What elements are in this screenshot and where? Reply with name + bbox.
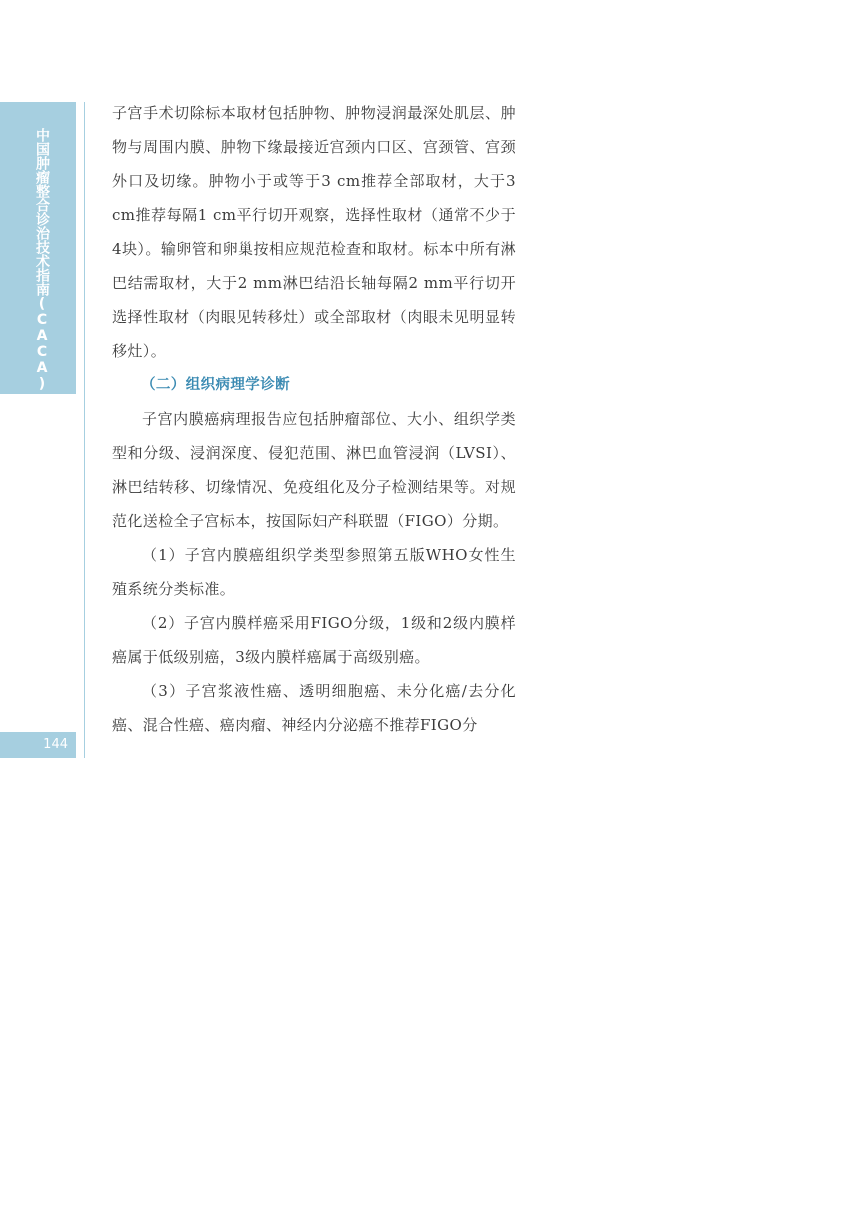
section-heading: （二）组织病理学诊断: [141, 377, 290, 393]
margin-divider-line: [84, 102, 85, 758]
list-item-1: （1）子宫内膜癌组织学类型参照第五版WHO女性生殖系统分类标准。: [112, 546, 516, 598]
paragraph-pathology-report: 子宫内膜癌病理报告应包括肿瘤部位、大小、组织学类型和分级、浸润深度、侵犯范围、淋巴血管浸润（LVSI）、淋巴结转移、切缘情况、免疫组化及分子检测结果等。对规范化送检全子宫标本，按国际妇产科联盟（FIGO）分期。: [112, 410, 516, 530]
sidebar-book-title: 中国肿瘤整合诊治技术指南(CACA): [34, 128, 50, 392]
paragraph-specimen-sampling: 子宫手术切除标本取材包括肿物、肿物浸润最深处肌层、肿物与周围内膜、肿物下缘最接近宫颈内口区、宫颈管、宫颈外口及切缘。肿物小于或等于3 cm推荐全部取材，大于3 cm推荐每隔1 cm平行切开观察，选择性取材（通常不少于4块）。输卵管和卵巢按相应规范检查和取材。标本中所有淋巴结需取材，大于2 mm淋巴结沿长轴每隔2 mm平行切开选择性取材（肉眼见转移灶）或全部取材（肉眼未见明显转移灶）。: [112, 104, 516, 360]
list-item-2: （2）子宫内膜样癌采用FIGO分级，1级和2级内膜样癌属于低级别癌，3级内膜样癌属于高级别癌。: [112, 614, 516, 666]
page-body: [112, 96, 516, 742]
list-item-3: （3）子宫浆液性癌、透明细胞癌、未分化癌/去分化癌、混合性癌、癌肉瘤、神经内分泌癌不推荐FIGO分: [112, 682, 516, 734]
page-number: 144: [43, 737, 68, 752]
